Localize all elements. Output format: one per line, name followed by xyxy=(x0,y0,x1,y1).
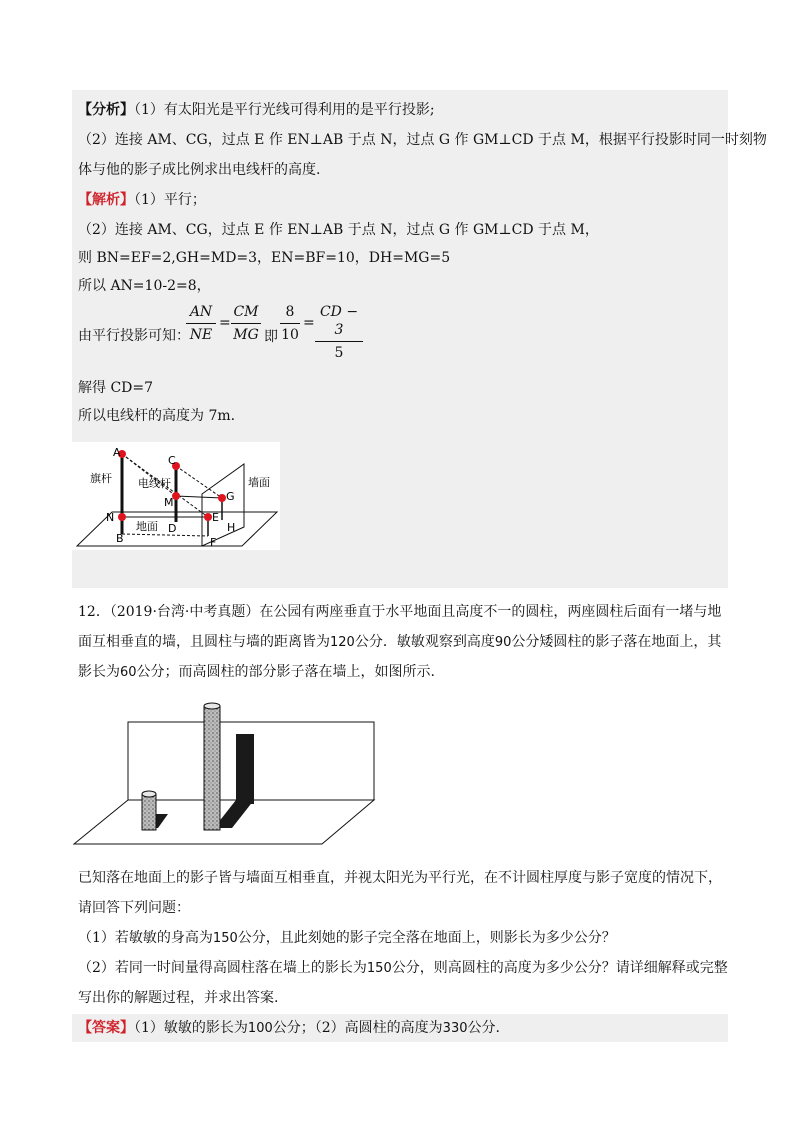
ji-word: 即 xyxy=(264,329,278,345)
solution-line-2: （2）连接 AM、CG，过点 E 作 EN⊥AB 于点 N，过点 G 作 GM⊥CD 于点 M， xyxy=(78,222,599,238)
projection-figure-svg xyxy=(72,442,280,550)
q12-question-2: （2）若同一时间量得高圆柱落在墙上的影长为150公分，则高圆柱的高度为多少公分？请详细解释或完整 xyxy=(78,960,728,976)
label-e: E xyxy=(212,511,219,524)
label-wall: 墙面 xyxy=(248,476,270,489)
answer-tag: 【答案】 xyxy=(78,1020,134,1036)
label-a: A xyxy=(113,446,121,459)
label-h: H xyxy=(227,521,236,534)
label-f: F xyxy=(210,536,217,549)
label-c: C xyxy=(168,454,176,467)
q12-line-4: 已知落在地面上的影子皆与墙面互相垂直，并视太阳光为平行光，在不计圆柱厚度与影子宽度的情况下， xyxy=(78,870,722,886)
label-n: N xyxy=(106,511,115,524)
label-pole: 电线杆 xyxy=(138,477,171,490)
label-b: B xyxy=(116,532,124,545)
q12-question-2-cont: 写出你的解题过程，并求出答案. xyxy=(78,990,279,1006)
q12-line-2: 面互相垂直的墙，且圆柱与墙的距离皆为120公分．敏敏观察到高度90公分矮圆柱的影子落在地面上，其 xyxy=(78,634,722,650)
solution-line-7: 所以电线杆的高度为 7m. xyxy=(78,408,236,424)
q12-line-1: 12．（2019·台湾·中考真题）在公园有两座垂直于水平地面且高度不一的圆柱，两座圆柱后面有一堵与地 xyxy=(78,604,722,620)
solution-line-3: 则 BN=EF=2,GH=MD=3，EN=BF=10，DH=MG=5 xyxy=(78,250,451,266)
fraction-cm-mg: CM MG xyxy=(231,303,261,344)
cylinders-figure xyxy=(72,700,412,850)
analysis-line-1: 【分析】（1）有太阳光是平行光线可得利用的是平行投影; xyxy=(78,102,435,118)
label-g: G xyxy=(226,490,235,503)
fraction-8-10: 8 10 xyxy=(281,304,299,343)
point-g xyxy=(218,494,226,502)
label-d: D xyxy=(168,522,177,535)
label-m: M xyxy=(164,496,174,509)
cylinders-figure-svg xyxy=(72,700,412,850)
analysis-line-3: 体与他的影子成比例求出电线杆的高度. xyxy=(78,162,321,178)
solution-line-6: 解得 CD=7 xyxy=(78,380,154,396)
equals-sign-1: = xyxy=(219,315,231,331)
solution-line-4: 所以 AN=10-2=8， xyxy=(78,278,211,294)
solution-tag: 【解析】 xyxy=(78,192,134,208)
fraction-an-ne: AN NE xyxy=(186,303,216,344)
label-flagpole: 旗杆 xyxy=(90,472,112,485)
answer-line: 【答案】（1）敏敏的影长为100公分；（2）高圆柱的高度为330公分. xyxy=(78,1020,500,1036)
point-n xyxy=(118,513,126,521)
analysis-tag: 【分析】 xyxy=(78,102,134,118)
projection-figure xyxy=(72,442,280,550)
analysis-line-2: （2）连接 AM、CG，过点 E 作 EN⊥AB 于点 N，过点 G 作 GM⊥CD 于点 M，根据平行投影时同一时刻物 xyxy=(78,132,767,148)
point-e xyxy=(204,513,212,521)
equals-sign-2: = xyxy=(303,315,315,331)
solution-line-5: 由平行投影可知： xyxy=(78,328,190,344)
label-ground: 地面 xyxy=(136,520,158,533)
fraction-cd-minus-3-over-5: CD − 3 5 xyxy=(315,303,363,362)
q12-question-1: （1）若敏敏的身高为150公分，且此刻她的影子完全落在地面上，则影长为多少公分？ xyxy=(78,930,616,946)
q12-line-5: 请回答下列问题： xyxy=(78,900,190,916)
q12-line-3: 影长为60公分；而高圆柱的部分影子落在墙上，如图所示. xyxy=(78,664,435,680)
solution-line-1: 【解析】（1）平行； xyxy=(78,192,206,208)
